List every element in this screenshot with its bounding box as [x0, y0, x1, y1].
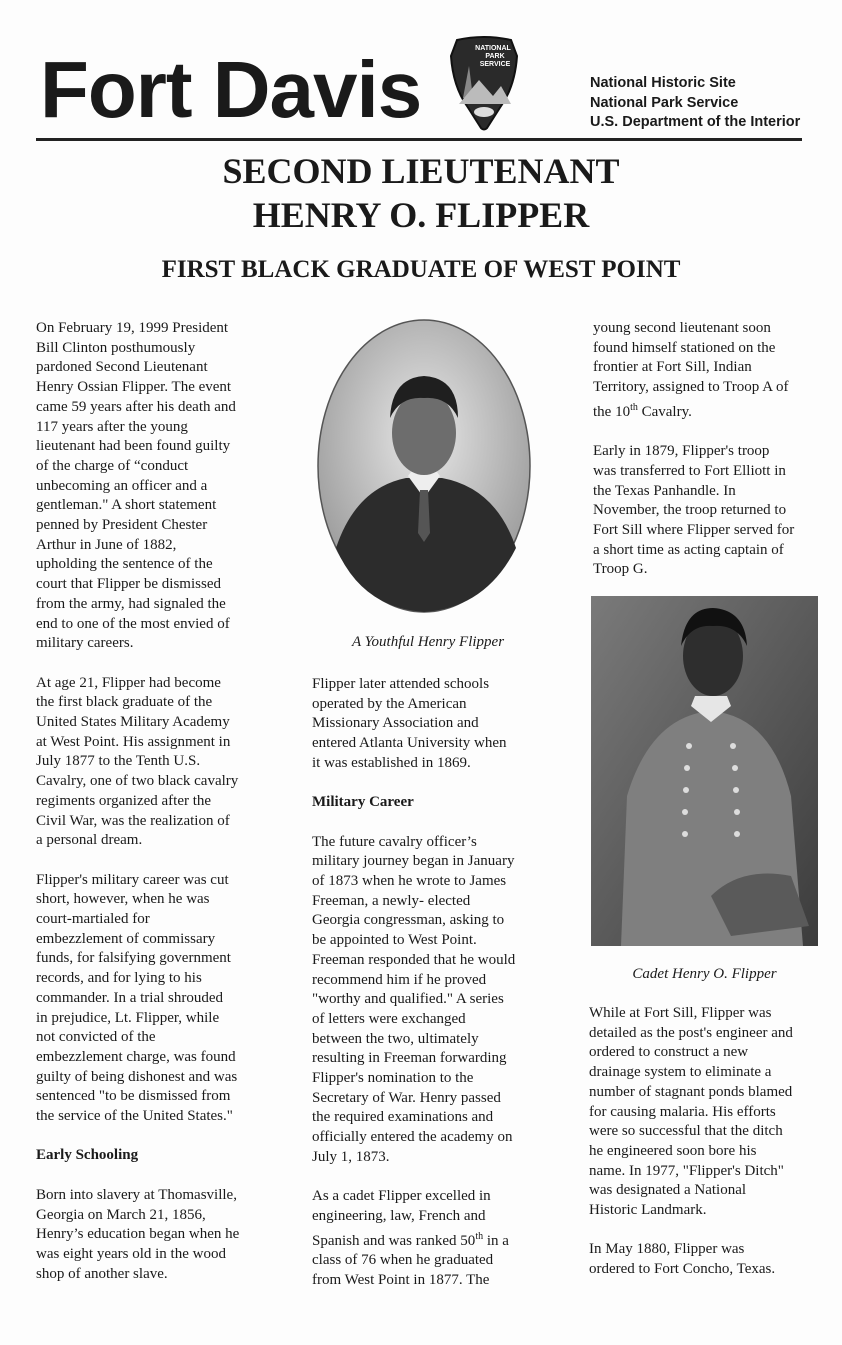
text-line: ordered to construct a new: [589, 1044, 749, 1061]
text-line: While at Fort Sill, Flipper was: [589, 1005, 772, 1021]
text-line: sentenced "to be dismissed from: [36, 1088, 231, 1105]
agency-line: U.S. Department of the Interior: [590, 114, 801, 130]
text-line: the Texas Panhandle. In: [593, 482, 736, 499]
column-3-top: [593, 319, 794, 580]
text-line: Flipper's military career was cut: [36, 871, 229, 888]
text-line: funds, for falsifying government: [36, 950, 231, 967]
text-line: short, however, when he was: [36, 891, 210, 908]
text-line: 117 years after the young: [36, 418, 188, 435]
text-line: detailed as the post's engineer and: [589, 1024, 793, 1041]
section-heading-military-career: Military Career: [312, 794, 414, 811]
text-line: embezzlement of commissary: [36, 930, 216, 947]
tie-shape: [418, 490, 430, 542]
text-line: penned by President Chester: [36, 517, 208, 534]
paragraph-gap: [312, 774, 515, 794]
text-line: In May 1880, Flipper was: [589, 1241, 745, 1258]
face-shape: [392, 391, 456, 475]
text-line: Flipper later attended schools: [312, 676, 490, 692]
text-line: the 10th Cavalry.: [593, 401, 692, 420]
text-line: military careers.: [36, 635, 134, 652]
text-line: Flipper's nomination to the: [312, 1070, 474, 1087]
paragraph-gap: [593, 423, 794, 443]
text-line: embezzlement charge, was found: [36, 1048, 236, 1065]
text-line: Henry Ossian Flipper. The event: [36, 379, 232, 396]
text-line: operated by the American: [312, 695, 467, 712]
text-line: As a cadet Flipper excelled in: [312, 1188, 491, 1205]
logo-text-line-2: PARK: [485, 53, 505, 60]
text-line: On February 19, 1999 President: [36, 320, 229, 336]
text-line: Arthur in June of 1882,: [36, 536, 177, 553]
caption-cadet: Cadet Henry O. Flipper: [632, 966, 777, 982]
column-2: [312, 675, 515, 1291]
text-line: was designated a National: [589, 1182, 747, 1199]
text-line: at West Point. His assignment in: [36, 733, 231, 750]
text-line: Early in 1879, Flipper's troop: [593, 443, 770, 460]
agency-line: National Park Service: [590, 94, 739, 111]
column-1: [36, 319, 239, 1284]
caption-youthful: A Youthful Henry Flipper: [351, 634, 505, 650]
headline-subtitle: FIRST BLACK GRADUATE OF WEST POINT: [161, 256, 681, 283]
masthead-title: Fort Davis: [40, 45, 422, 134]
text-line: Freeman responded that he would: [312, 951, 516, 968]
text-line: Born into slavery at Thomasville,: [36, 1186, 237, 1203]
agency-line: National Historic Site: [590, 75, 736, 91]
bison-icon: [474, 107, 494, 117]
text-line: drainage system to eliminate a: [589, 1064, 772, 1081]
nps-arrowhead-logo: [449, 36, 519, 131]
text-line: July 1877 to the Tenth U.S.: [36, 753, 201, 770]
text-line: end to one of the most envied of: [36, 615, 230, 632]
text-line: from West Point in 1877. The: [312, 1272, 490, 1289]
text-line: he engineered soon bore his: [589, 1142, 757, 1159]
text-line: November, the troop returned to: [593, 502, 787, 519]
text-line: United States Military Academy: [36, 714, 230, 731]
text-line: guilty of being dishonest and was: [36, 1068, 238, 1085]
text-line: from the army, had signaled the: [36, 595, 226, 612]
text-line: was transferred to Fort Elliott in: [593, 462, 786, 479]
text-line: in prejudice, Lt. Flipper, while: [36, 1009, 220, 1026]
text-line: commander. In a trial shrouded: [36, 989, 224, 1006]
text-line: entered Atlanta University when: [312, 735, 507, 752]
text-line: Civil War, was the realization of: [36, 812, 230, 829]
text-line: recommend him if he proved: [312, 971, 487, 988]
text-line: resulting in Freeman forwarding: [312, 1050, 507, 1067]
text-line: The future cavalry officer’s: [312, 833, 477, 850]
text-line: of the charge of “conduct: [36, 457, 189, 474]
text-line: Bill Clinton posthumously: [36, 339, 196, 356]
text-line: of letters were exchanged: [312, 1010, 466, 1027]
text-line: At age 21, Flipper had become: [36, 674, 221, 691]
text-line: came 59 years after his death and: [36, 398, 236, 415]
text-line: engineering, law, French and: [312, 1207, 486, 1224]
text-line: for causing malaria. His efforts: [589, 1103, 776, 1120]
portrait-photo-cadet: [591, 596, 818, 946]
text-line: name. In 1977, "Flipper's Ditch": [589, 1162, 784, 1179]
text-line: a short time as acting captain of: [593, 541, 784, 558]
text-line: unbecoming an officer and a: [36, 477, 208, 494]
logo-text-line-1: NATIONAL: [475, 45, 511, 52]
headline-line-1: SECOND LIEUTENANT: [222, 151, 620, 191]
text-line: it was established in 1869.: [312, 754, 471, 771]
text-line: Missionary Association and: [312, 715, 479, 732]
text-line: Henry’s education began when he: [36, 1226, 240, 1243]
text-line: military journey began in January: [312, 853, 515, 870]
text-line: Spanish and was ranked 50th in a: [312, 1230, 509, 1249]
text-line: a personal dream.: [36, 832, 143, 849]
text-line: Fort Sill where Flipper served for: [593, 522, 795, 539]
text-line: Secretary of War. Henry passed: [312, 1089, 501, 1106]
text-line: Georgia congressman, asking to: [312, 912, 505, 929]
text-line: court-martialed for: [36, 911, 150, 928]
text-line: the service of the United States.": [36, 1108, 233, 1125]
text-line: upholding the sentence of the: [36, 556, 213, 573]
headline-line-2: HENRY O. FLIPPER: [252, 195, 590, 235]
text-line: gentleman." A short statement: [36, 497, 217, 514]
section-heading-early-schooling: Early Schooling: [36, 1147, 139, 1164]
text-line: Cavalry, one of two black cavalry: [36, 773, 239, 790]
text-line: the required examinations and: [312, 1109, 494, 1126]
text-line: class of 76 when he graduated: [312, 1252, 494, 1269]
paragraph-gap: [589, 1221, 793, 1241]
text-line: Territory, assigned to Troop A of: [593, 379, 789, 396]
logo-text-line-3: SERVICE: [479, 61, 511, 68]
column-3-bottom: [589, 1004, 793, 1280]
text-line: court that Flipper be dismissed: [36, 576, 221, 593]
text-line: pardoned Second Lieutenant: [36, 359, 208, 376]
text-line: found himself stationed on the: [593, 339, 776, 356]
paragraph-gap: [312, 813, 515, 833]
header-rule: [36, 138, 802, 141]
paragraph-gap: [312, 1168, 515, 1188]
text-line: Freeman, a newly- elected: [312, 892, 471, 909]
text-line: the first black graduate of the: [36, 694, 213, 711]
text-line: officially entered the academy on: [312, 1129, 513, 1146]
text-line: were so successful that the ditch: [589, 1123, 783, 1140]
text-line: be appointed to West Point.: [312, 932, 477, 949]
text-line: frontier at Fort Sill, Indian: [593, 359, 752, 376]
text-line: July 1, 1873.: [312, 1148, 390, 1165]
paragraph-gap: [36, 1166, 239, 1186]
text-line: shop of another slave.: [36, 1265, 168, 1282]
text-line: Georgia on March 21, 1856,: [36, 1206, 206, 1223]
text-line: was eight years old in the wood: [36, 1245, 226, 1262]
text-line: not convicted of the: [36, 1029, 156, 1046]
text-line: regiments organized after the: [36, 792, 212, 809]
agency-block: [590, 74, 800, 133]
text-line: number of stagnant ponds blamed: [589, 1083, 793, 1100]
text-line: between the two, ultimately: [312, 1030, 479, 1047]
text-line: ordered to Fort Concho, Texas.: [589, 1261, 776, 1278]
paragraph-gap: [36, 851, 239, 871]
text-line: lieutenant had been found guilty: [36, 438, 231, 455]
text-line: Historic Landmark.: [589, 1202, 707, 1219]
text-line: "worthy and qualified." A series: [312, 991, 504, 1008]
text-line: young second lieutenant soon: [593, 320, 771, 336]
portrait-photo-youthful: [316, 318, 532, 614]
paragraph-gap: [36, 654, 239, 674]
paragraph-gap: [36, 1127, 239, 1147]
text-line: records, and for lying to his: [36, 970, 202, 987]
text-line: Troop G.: [593, 561, 648, 578]
text-line: of 1873 when he wrote to James: [312, 873, 507, 889]
